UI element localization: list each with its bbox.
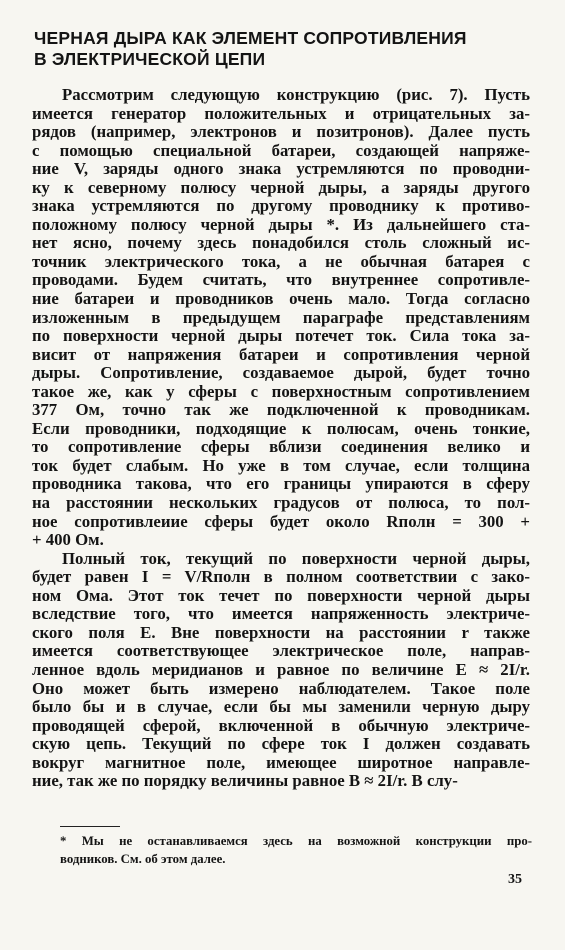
footnote — [60, 832, 532, 868]
text-line: изложенным в предыдущем параграфе представлениям — [32, 307, 530, 327]
text-line: висит от напряжения батареи и сопротивления черной — [32, 344, 530, 364]
text-line: ное сопротивлеиие сферы будет около Rполн = 300 + — [32, 511, 530, 531]
text-line: ку к северному полюсу черной дыры, а заряды другого — [32, 177, 530, 197]
text-line: было бы и в случае, если бы мы заменили черную дыру — [32, 697, 530, 717]
text-line: знака устремляются по другому проводнику к противо- — [32, 196, 530, 216]
title-line: ЧЕРНАЯ ДЫРА КАК ЭЛЕМЕНТ СОПРОТИВЛЕНИЯ — [34, 28, 467, 48]
text-line: положному полюсу черной дыры *. Из дальнейшего ста- — [32, 214, 530, 234]
text-line: ние батареи и проводников очень мало. Тогда согласно — [32, 289, 530, 309]
text-line: ние V, заряды одного знака устремляются по проводни- — [32, 159, 530, 179]
text-line: проводника такова, что его границы упираются в сферу — [32, 474, 530, 494]
text-line: имеется генератор положительных и отрицательных за- — [32, 103, 530, 123]
text-line: ленное вдоль меридианов и равное по величине E ≈ 2I/r. — [32, 659, 530, 679]
paragraph — [32, 86, 530, 550]
text-line: будет равен I = V/Rполн в полном соответствии с зако- — [32, 567, 530, 587]
text-line: рядов (например, электронов и позитронов). Далее пусть — [32, 122, 530, 142]
text-line: на расстоянии нескольких градусов от полюса, то пол- — [32, 493, 530, 513]
text-line: нет ясно, почему здесь понадобился столь сложный ис- — [32, 233, 530, 253]
page-number: 35 — [508, 872, 522, 887]
text-line: ского поля E. Вне поверхности на расстоянии r также — [32, 622, 530, 642]
footnote-separator — [60, 826, 120, 827]
text-line: с помощью специальной батареи, создающей напряже- — [32, 140, 530, 160]
text-line: дыры. Сопротивление, создаваемое дырой, будет точно — [32, 363, 530, 383]
text-line: ние, так же по порядку величины равное B ≈ 2I/r. В слу- — [32, 771, 458, 791]
text-line: проводящей сферой, включенной в обычную электриче- — [32, 715, 530, 735]
text-line: то сопротивление сферы вблизи соединения велико и — [32, 437, 530, 457]
title-line: В ЭЛЕКТРИЧЕСКОЙ ЦЕПИ — [34, 49, 266, 69]
text-line: 377 Ом, точно так же подключенной к проводникам. — [32, 400, 530, 420]
text-line: Если проводники, подходящие к полюсам, очень тонкие, — [32, 418, 530, 438]
main-text — [32, 86, 530, 791]
text-line: ном Ома. Этот ток течет по поверхности черной дыры — [32, 585, 530, 605]
footnote-line: * Мы не останавливаемся здесь на возможной конструкции про- — [60, 834, 532, 848]
text-line: Рассмотрим следующую конструкцию (рис. 7). Пусть — [62, 85, 530, 104]
text-line: ток будет слабым. Но уже в том случае, если толщина — [32, 455, 530, 475]
text-line: точник электрического тока, а не обычная батарея с — [32, 251, 530, 271]
footnote-line: водников. См. об этом далее. — [60, 852, 226, 866]
text-line: + 400 Ом. — [32, 530, 104, 550]
text-line: Полный ток, текущий по поверхности черной дыры, — [62, 548, 530, 568]
paragraph — [32, 550, 530, 791]
section-title — [34, 28, 534, 70]
text-line: Оно может быть измерено наблюдателем. Такое поле — [32, 678, 530, 698]
text-line: проводами. Будем считать, что внутреннее сопротивле- — [32, 270, 530, 290]
text-line: скую цепь. Текущий по сфере ток I должен создавать — [32, 734, 530, 754]
text-line: такое же, как у сферы с поверхностным сопротивлением — [32, 381, 530, 401]
text-line: имеется соответствующее электрическое поле, направ- — [32, 641, 530, 661]
text-line: по поверхности черной дыры потечет ток. Сила тока за- — [32, 326, 530, 346]
text-line: вследствие того, что имеется напряженность электриче- — [32, 604, 530, 624]
text-line: вокруг магнитное поле, имеющее широтное направле- — [32, 752, 530, 772]
